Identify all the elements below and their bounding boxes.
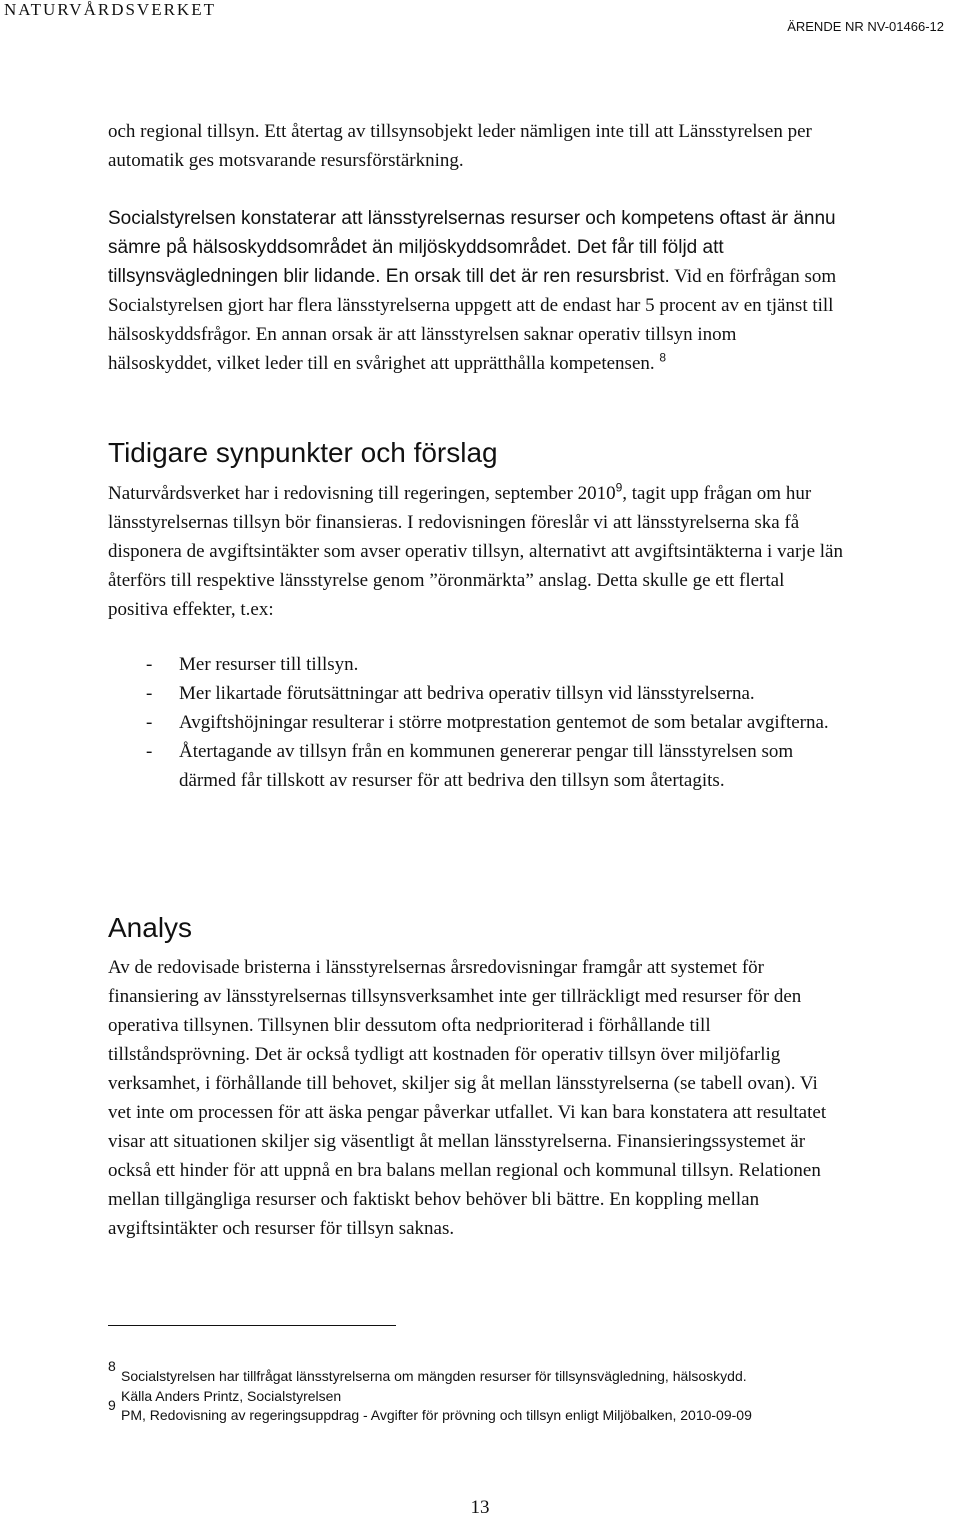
heading-tidigare-synpunkter: Tidigare synpunkter och förslag [108, 437, 498, 468]
list-item [108, 679, 843, 708]
footnote-9-number: 9 [108, 1397, 116, 1413]
list-item-text: Mer likartade förutsättningar att bedriva operativ tillsyn vid länsstyrelserna. [179, 683, 755, 704]
paragraph-naturvardsverket-part2: , tagit upp frågan om hur länsstyrelsernas tillsyn bör finansieras. I redovisningen föreslår vi att länsstyrelserna ska få disponera de avgiftsintäkter som avser operativ tillsyn, alternativt att avgiftsintäkterna i varje län återförs till respektive länsstyrelse genom ”öronmärkta” anslag. Detta skulle ge ett flertal positiva effekter, t.ex: [108, 483, 843, 620]
paragraph-socialstyrelsen-part2: Vid en förfrågan som Socialstyrelsen gjort har flera länsstyrelserna uppgett att de endast har 5 procent av en tjänst till hälsoskyddsfrågor. En annan orsak är att länsstyrelsen saknar operativ tillsyn inom hälsoskyddet, vilket leder till en svårighet att upprätthålla kompetensen. [108, 266, 837, 374]
page-number: 13 [470, 1497, 490, 1518]
paragraph-socialstyrelsen-part1: Socialstyrelsen konstaterar att länsstyrelsernas resurser och kompetens oftast är ännu sämre på hälsoskyddsområdet än miljöskyddsområdet. Det får till följd att tillsynsvägledningen blir lidande. En orsak till det är ren resursbrist. [108, 208, 836, 287]
effects-list [108, 650, 843, 795]
bullet-dash: - [146, 654, 153, 675]
list-item [108, 650, 843, 679]
list-item-text: Mer resurser till tillsyn. [179, 654, 359, 675]
list-item [108, 737, 843, 795]
paragraph-regional-tillsyn: och regional tillsyn. Ett återtag av tillsynsobjekt leder nämligen inte till att Länsstyrelsen per automatik ges motsvarande resursförstärkning. [108, 121, 812, 171]
footnote-9-text: PM, Redovisning av regeringsuppdrag - Avgifter för prövning och tillsyn enligt Miljöbalken, 2010-09-09 [121, 1407, 752, 1423]
header-organization: NATURVÅRDSVERKET [4, 0, 216, 19]
footnote-8-number: 8 [108, 1358, 116, 1374]
footnote-8-text: Socialstyrelsen har tillfrågat länsstyrelserna om mängden resurser för tillsynsvägledning, hälsoskydd. [121, 1368, 747, 1384]
list-item-text: Avgiftshöjningar resulterar i större motprestation gentemot de som betalar avgifterna. [179, 712, 829, 733]
footnote-separator [108, 1325, 396, 1326]
footnote-8-source: Källa Anders Printz, Socialstyrelsen [121, 1388, 342, 1404]
list-item-text: Återtagande av tillsyn från en kommunen genererar pengar till länsstyrelsen som därmed får tillskott av resurser för att bedriva den tillsyn som återtagits. [179, 741, 794, 791]
heading-analys: Analys [108, 912, 193, 943]
bullet-dash: - [146, 712, 153, 733]
footnote-ref-9: 9 [615, 480, 623, 495]
paragraph-socialstyrelsen [108, 204, 843, 378]
header-case-reference: ÄRENDE NR NV-01466-12 [787, 19, 944, 34]
paragraph-analys: Av de redovisade bristerna i länsstyrelsernas årsredovisningar framgår att systemet för finansiering av länsstyrelsernas tillsynsverksamhet inte ger tillräckligt med resurser för den operativa tillsynen. Tillsynen blir dessutom ofta nedprioriterad i förhållande till tillståndsprövning. Det är också tydligt att kostnaden för operativ tillsyn över miljöfarlig verksamhet, i förhållande till behovet, skiljer sig åt mellan länsstyrelserna (se tabell ovan). Vi vet inte om processen för att äska pengar påverkar utfallet. Vi kan bara konstatera att resultatet visar att situationen skiljer sig väsentligt åt mellan länsstyrelserna. Finansieringssystemet är också ett hinder för att uppnå en bra balans mellan regional och kommunal tillsyn. Relationen mellan tillgängliga resurser och faktiskt behov behöver bli bättre. En koppling mellan avgiftsintäkter och resurser för tillsyn saknas. [108, 957, 827, 1239]
bullet-dash: - [146, 683, 153, 704]
paragraph-naturvardsverket [108, 479, 843, 624]
list-item [108, 708, 843, 737]
paragraph-naturvardsverket-part1: Naturvårdsverket har i redovisning till regeringen, september 2010 [108, 483, 616, 504]
footnote-ref-8: 8 [659, 350, 667, 365]
bullet-dash: - [146, 741, 153, 762]
